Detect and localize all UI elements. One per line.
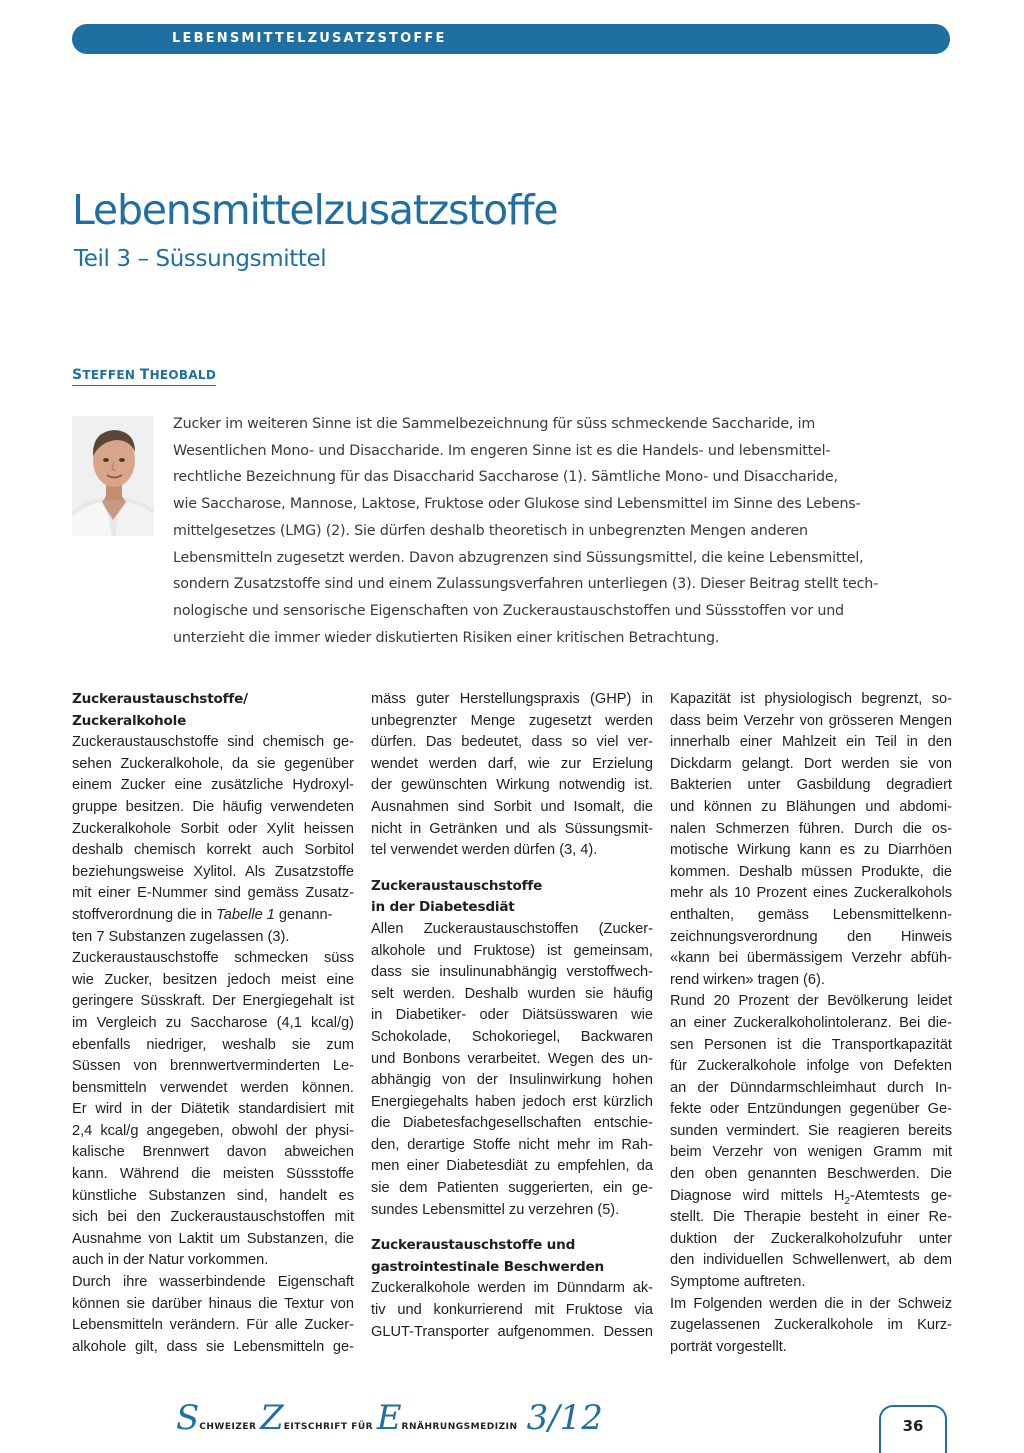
body-line: zugelassenen Zuckeralkohole im Kurz- [670,1317,952,1334]
body-line: mäss guter Herstellungspraxis (GHP) in [371,691,653,707]
body-line: Zuckeraustauschstoffe schmecken süss [72,950,354,967]
body-line: nalen Schmerzen führen. Durch die os- [670,820,952,837]
body-line: alkohole gilt, dass sie Lebensmitteln ge- [72,1338,354,1355]
body-text: genann- [274,906,333,923]
journal-word: CHWEIZER [199,1422,261,1432]
body-line: mehr als 10 Prozent eines Zuckeralkohols [670,885,952,902]
body-line: einem Zucker eine zusätzliche Hydroxyl- [72,777,354,794]
body-line: kann. Während die meisten Süssstoffe [72,1166,354,1183]
journal-initial-s: S [176,1398,200,1438]
body-line: Ausnahme von Laktit um Substanzen, die [72,1230,354,1247]
body-line: und können zu Blähungen und abdomi- [670,798,952,815]
body-line: den individuellen Schwellenwert, ab dem [670,1252,952,1269]
section-heading: Zuckeraustauschstoffe und [371,1237,576,1254]
body-line: sen Personen ist die Transportkapazität [670,1036,952,1053]
body-line: auch in der Natur vorkommen. [72,1252,269,1269]
body-line: geringere Süsskraft. Der Energiegehalt ist [72,993,354,1010]
body-line: Zuckeralkohole werden im Dünndarm ak- [371,1280,653,1297]
body-line: in Diabetiker- oder Diätsüsswaren wie [371,1007,653,1024]
body-line: Dickdarm gelangt. Dort werden sie von [670,755,952,772]
body-line: können sie darüber hinaus die Textur von [72,1295,354,1312]
author-name [72,367,216,386]
article-title: Lebensmittelzusatzstoffe [72,186,558,234]
body-line: tel verwendet werden dürfen (3, 4). [371,842,598,859]
body-line: Rund 20 Prozent der Bevölkerung leidet [670,993,952,1010]
body-line: Im Folgenden werden die in der Schweiz [670,1295,952,1312]
body-column-2 [371,689,653,1343]
body-line: deshalb chemisch korrekt auch Sorbitol [72,842,354,859]
body-line: ebenfalls niedriger, weshalb sie zum [72,1036,354,1053]
journal-issue: 3/12 [526,1398,603,1438]
abstract-line: Lebensmitteln zugesetzt werden. Davon abzugrenzen sind Süssungsmittel, die keine Lebensmittel, [173,549,864,566]
body-line: sundes Lebensmittel zu verzehren (5). [371,1201,620,1218]
body-line: an einer Zuckeralkoholintoleranz. Bei die- [670,1014,952,1031]
author-last-initial: T [139,367,150,383]
body-line: Ausnahmen sind Sorbit und Isomalt, die [371,798,653,815]
body-line: tiv und konkurrierend mit Fruktose via [371,1302,653,1319]
body-line: sie dem Patienten suggerierten, ein ge- [371,1180,653,1197]
abstract-line: wie Saccharose, Mannose, Laktose, Fruktose oder Glukose sind Lebensmittel im Sinne des Lebens- [173,496,861,513]
body-line: rend wirken» tragen (6). [670,971,825,988]
body-line: enthalten, gemäss Lebensmittelkenn- [670,906,952,923]
abstract-line: rechtliche Bezeichnung für das Disaccharid Saccharose (1). Sämtliche Mono- und Disaccharide, [173,469,838,486]
body-line: kalische Brennwert davon abweichen [72,1144,354,1161]
body-line: abhängig von der Insulinwirkung hohen [371,1072,653,1089]
body-line: selt werden. Deshalb wurden sie häufig [371,985,653,1002]
abstract-line: nologische und sensorische Eigenschaften von Zuckeraustauschstoffen und Süssstoffen vor und [173,602,844,619]
abstract-line: Wesentlichen Mono- und Disaccharide. Im engeren Sinne ist es die Handels- und lebensmittel- [173,442,831,459]
body-line: im Vergleich zu Saccharose (4,1 kcal/g) [72,1014,354,1031]
section-heading: in der Diabetesdiät [371,899,515,916]
abstract-line: Zucker im weiteren Sinne ist die Sammelbezeichnung für süss schmeckende Saccharide, im [173,416,816,432]
body-line: künstliche Substanzen sind, handelt es [72,1187,354,1204]
body-text: Diagnose wird mittels H [670,1187,845,1204]
body-line: Lebensmitteln verändern. Für alle Zucker- [72,1317,354,1334]
author-first-initial: S [72,367,83,383]
body-line: wie Zucker, besitzen jedoch meist eine [72,971,354,988]
section-heading: Zuckeralkohole [72,712,187,729]
body-line: duktion der Zuckeralkoholzufuhr unter [670,1230,952,1247]
body-line: Er wird in der Diätetik standardisiert mit [72,1101,354,1118]
abstract-line: sondern Zusatzstoffe sind und einem Zulassungsverfahren unterliegen (3). Dieser Beitrag stellt tech- [173,576,879,593]
abstract-line: unterzieht die immer wieder diskutierten Risiken einer kritischen Betrachtung. [173,629,720,646]
section-heading: Zuckeraustauschstoffe/ [72,691,248,707]
section-label: LEBENSMITTELZUSATZSTOFFE [172,31,447,46]
journal-initial-z: Z [260,1398,284,1438]
body-line: Schokolade, Schokoriegel, Backwaren [371,1028,653,1045]
body-line: alkohole und Fruktose) ist gemeinsam, [371,942,653,959]
body-line: zeichnungsverordnung den Hinweis [670,928,952,945]
body-line: Energiegehalts haben jedoch erst kürzlich [371,1093,653,1110]
body-line: Allen Zuckeraustauschstoffen (Zucker- [371,920,653,937]
body-line: Symptome auftreten. [670,1274,806,1291]
section-banner [72,24,950,54]
body-line: für Zuckeralkohole infolge von Defekten [670,1058,952,1075]
body-line: GLUT-Transporter aufgenommen. Dessen [371,1323,653,1340]
body-line: sehen Zuckeralkohole, da sie gegenüber [72,755,354,772]
body-line: die Diabetesfachgesellschaften entschie- [371,1115,653,1132]
author-portrait-image [72,416,154,536]
author-last-rest: HEOBALD [149,368,217,382]
journal-word: RNÄHRUNGSMEDIZIN [401,1422,518,1432]
body-line: dürfen. Das bedeutet, dass so viel ver- [371,734,653,751]
author-photo [72,416,154,536]
body-line: Bakterien unter Gasbildung degradiert [670,777,952,794]
body-line: ten 7 Substanzen zugelassen (3). [72,928,290,945]
body-line: mit einer E-Nummer sind gemäss Zusatz- [72,885,354,902]
journal-initial-e: E [376,1398,402,1438]
body-line: gruppe besitzen. Die häufig verwendeten [72,798,354,815]
body-line: den oben genannten Beschwerden. Die [670,1166,952,1183]
body-line: 2,4 kcal/g angegeben, obwohl der physi- [72,1122,354,1139]
body-line: der gewünschten Wirkung notwendig ist. [371,777,653,794]
body-line: fekte oder Entzündungen gegenüber Ge- [670,1101,952,1118]
body-line: nicht in Getränken und als Süssungsmit- [371,820,653,837]
body-line: Zuckeraustauschstoffe sind chemisch ge- [72,734,354,751]
body-line: motische Wirkung kann es zu Diarrhöen [670,842,952,859]
body-line: Zuckeralkohole Sorbit oder Xylit heissen [72,820,354,837]
body-line: porträt vorgestellt. [670,1338,787,1355]
body-line: Süssen von brennwertverminderten Le- [72,1058,354,1075]
body-column-1 [72,689,354,1358]
article-subtitle: Teil 3 – Süssungsmittel [74,246,327,272]
body-line: an der Dünndarmschleimhaut durch In- [670,1079,952,1096]
body-text: stoffverordnung die in [72,906,217,923]
body-line: stellt. Die Therapie besteht in einer Re- [670,1209,952,1226]
body-line: beziehungsweise Xylitol. Als Zusatzstoffe [72,863,354,880]
body-line: sunden vermindert. Sie reagieren bereits [670,1122,952,1139]
paragraph-gap [371,862,653,876]
section-heading: gastrointestinale Beschwerden [371,1258,605,1275]
body-line: Kapazität ist physiologisch begrenzt, so- [670,691,952,707]
body-line: den, derartige Stoffe nicht mehr im Rah- [371,1136,653,1153]
subscript: 2 [844,1195,851,1207]
body-line-h2 [670,1186,952,1208]
body-text: -Atemtests ge- [850,1187,952,1204]
body-line: sich bei den Zuckeraustauschstoffen mit [72,1209,354,1226]
page-number: 36 [902,1417,924,1435]
page-number-tab [879,1405,947,1453]
body-line: «kann bei übermässigem Verzehr abfüh- [670,950,952,967]
author-first-rest: TEFFEN [82,368,136,382]
body-line: beim Verzehr von wenigen Gramm mit [670,1144,952,1161]
journal-word: EITSCHRIFT FÜR [283,1422,377,1432]
body-column-3 [670,689,952,1358]
body-line: und Bonbons verarbeitet. Wegen des un- [371,1050,653,1067]
body-line: Durch ihre wasserbindende Eigenschaft [72,1274,354,1291]
body-line: bensmitteln verwendet werden können. [72,1079,354,1096]
table-reference: Tabelle 1 [216,906,275,923]
journal-footer [176,1398,603,1438]
body-line: wendet werden darf, wie zur Erzielung [371,755,653,772]
body-line: unbegrenzter Menge zugesetzt werden [371,712,653,729]
body-line: dass sie insulinunabhängig verstoffwech- [371,964,653,981]
article-abstract [173,411,953,651]
body-line: kommen. Deshalb müssen Produkte, die [670,863,952,880]
section-heading: Zuckeraustauschstoffe [371,877,543,894]
body-line: dass beim Verzehr von grösseren Mengen [670,712,952,729]
body-line: men einer Diabetesdiät zu empfehlen, da [371,1158,653,1175]
body-line: innerhalb einer Mahlzeit ein Teil in den [670,734,952,751]
abstract-line: mittelgesetzes (LMG) (2). Sie dürfen deshalb theoretisch in unbegrenzten Mengen anderen [173,522,808,539]
paragraph-gap [371,1221,653,1235]
body-line-table-ref [72,905,354,927]
